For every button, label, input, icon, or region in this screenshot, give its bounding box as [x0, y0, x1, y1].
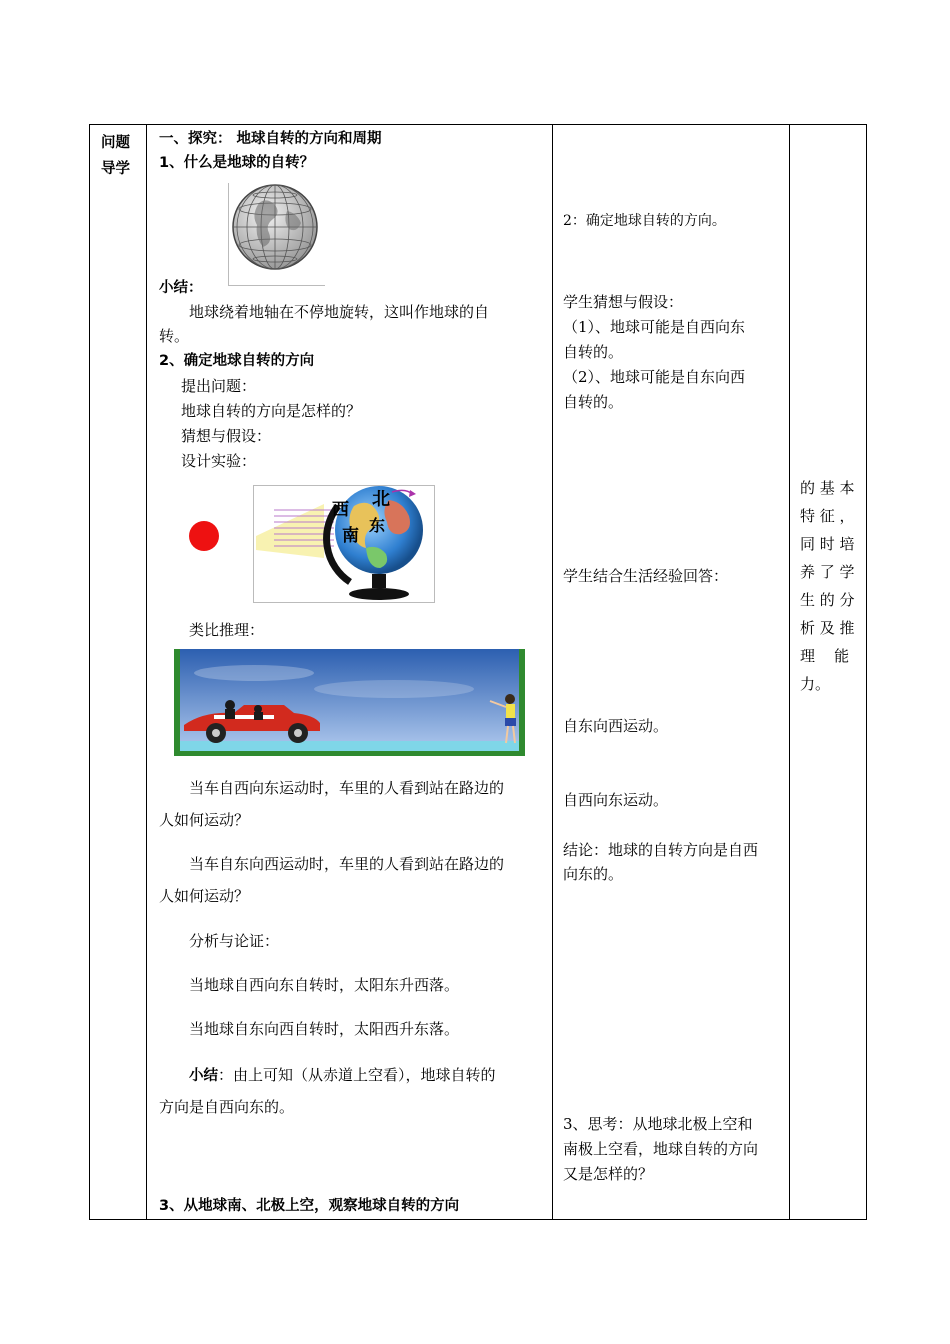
car-question-2-cont: 人如何运动？	[159, 887, 250, 905]
summary1-text-cont: 转。	[159, 327, 190, 345]
column-divider	[789, 124, 790, 1220]
summary2-line: ：由上可知（从赤道上空看），地球自转的	[218, 1066, 496, 1084]
summary2-text-cont: 方向是自西向东的。	[159, 1098, 295, 1116]
globe-experiment-image	[253, 485, 435, 603]
guess2-cont: 自转的。	[563, 393, 624, 411]
think-question-cont: 南极上空看，地球自转的方向	[563, 1140, 759, 1158]
section-heading: 一、探究： 地球自转的方向和周期	[159, 131, 382, 147]
row-label-line2: 导学	[101, 161, 130, 177]
analysis-line-2: 当地球自东向西自转时，太阳西升东落。	[189, 1020, 460, 1038]
think-question-end: 又是怎样的？	[563, 1165, 654, 1183]
col4-line: 析 及 推	[800, 619, 855, 637]
col4-line: 的 基 本	[800, 479, 855, 497]
question-3: 3、从地球南、北极上空，观察地球自转的方向	[159, 1198, 460, 1214]
globe-wireframe-image	[228, 183, 325, 286]
summary2-label: 小结	[189, 1068, 218, 1084]
conclusion-cont: 向东的。	[563, 865, 624, 883]
think-question: 3、思考：从地球北极上空和	[563, 1115, 753, 1133]
raise-question: 提出问题：	[181, 377, 257, 395]
answer-intro: 学生结合生活经验回答：	[563, 567, 729, 585]
col3-item2: 2：确定地球自转的方向。	[563, 213, 726, 229]
question-2: 2、确定地球自转的方向	[159, 353, 315, 369]
guess-title: 学生猜想与假设：	[563, 293, 684, 311]
guess1-cont: 自转的。	[563, 343, 624, 361]
column-divider	[552, 124, 553, 1220]
column-divider	[146, 124, 147, 1220]
globe-label-north: 北	[372, 489, 390, 510]
row-label-line1: 问题	[101, 135, 130, 151]
summary1-text: 地球绕着地轴在不停地旋转，这叫作地球的自	[189, 303, 490, 321]
analogy-label: 类比推理：	[189, 621, 265, 639]
conclusion: 结论：地球的自转方向是自西	[563, 841, 759, 859]
globe-label-south: 南	[342, 526, 359, 546]
car-question-2: 当车自东向西运动时，车里的人看到站在路边的	[189, 855, 505, 873]
summary1-label: 小结：	[159, 280, 203, 296]
design-label: 设计实验：	[181, 452, 257, 470]
col4-line: 力。	[800, 675, 831, 693]
car-question-1: 当车自西向东运动时，车里的人看到站在路边的	[189, 779, 505, 797]
answer-1: 自东向西运动。	[563, 717, 669, 735]
analysis-line-1: 当地球自西向东自转时，太阳东升西落。	[189, 976, 460, 994]
sun-circle	[189, 521, 219, 551]
globe-label-west: 西	[332, 500, 349, 520]
car-question-1-cont: 人如何运动？	[159, 811, 250, 829]
col4-line: 特 征 ，	[800, 507, 855, 525]
col4-line: 理 能	[800, 647, 850, 665]
car-scene-image	[174, 649, 525, 756]
answer-2: 自西向东运动。	[563, 791, 669, 809]
guess1: （1）、地球可能是自西向东	[563, 318, 746, 336]
hypothesis-label: 猜想与假设：	[181, 427, 272, 445]
guess2: （2）、地球可能是自东向西	[563, 368, 746, 386]
question-1: 1、什么是地球的自转？	[159, 155, 315, 171]
question-text: 地球自转的方向是怎样的？	[181, 402, 362, 420]
analysis-label: 分析与论证：	[189, 932, 280, 950]
summary2-text	[189, 1063, 496, 1088]
globe-label-east: 东	[369, 516, 386, 535]
col4-line: 生 的 分	[800, 591, 855, 609]
col4-line: 同 时 培	[800, 535, 855, 553]
col4-line: 养 了 学	[800, 563, 855, 581]
